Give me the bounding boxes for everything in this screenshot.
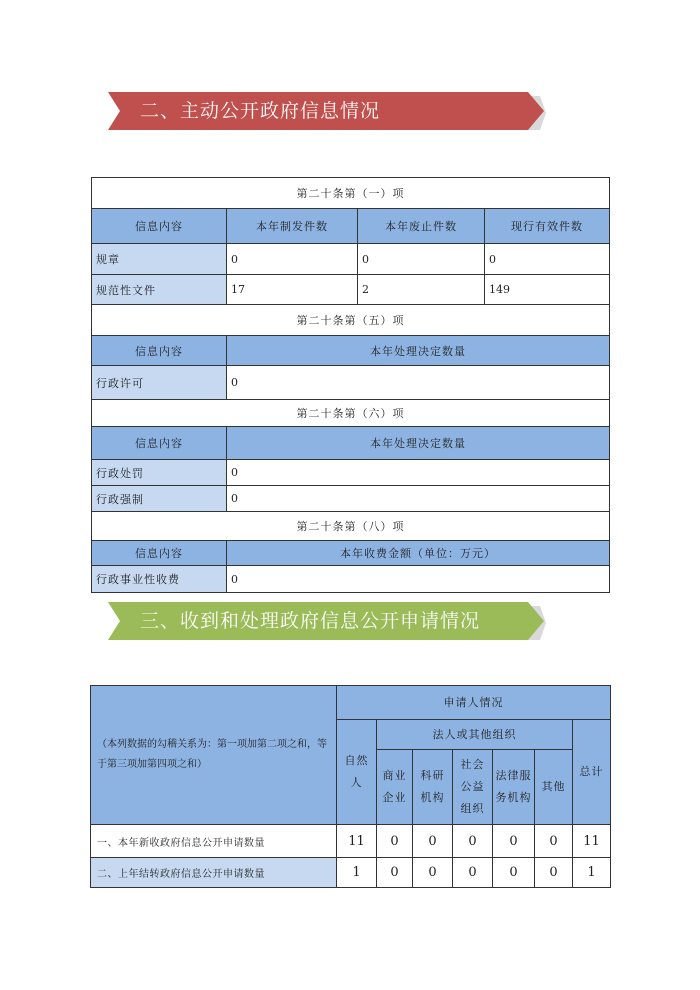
cell-value: 0 xyxy=(453,858,493,888)
section-title: 三、收到和处理政府信息公开申请情况 xyxy=(140,610,481,632)
header-total: 总计 xyxy=(573,720,611,825)
cell-value: 0 xyxy=(227,486,610,512)
header-research-institution: 科研机构 xyxy=(413,750,453,825)
section-banner-applications xyxy=(108,602,548,640)
header-commercial-enterprise: 商业企业 xyxy=(377,750,413,825)
table-row xyxy=(91,858,611,888)
row-label: 规章 xyxy=(92,244,227,275)
row-label: 行政强制 xyxy=(92,486,227,512)
table-row xyxy=(92,366,610,400)
cell-value: 0 xyxy=(227,566,610,593)
table-row xyxy=(92,460,610,486)
header-abolished-count: 本年废止件数 xyxy=(358,209,485,244)
cell-value: 1 xyxy=(337,858,377,888)
cell-value: 0 xyxy=(413,825,453,858)
item1-title: 第二十条第（一）项 xyxy=(92,178,610,209)
header-info-content: 信息内容 xyxy=(92,541,227,566)
cell-value: 0 xyxy=(453,825,493,858)
header-public-welfare-org: 社会公益组织 xyxy=(453,750,493,825)
item8-title: 第二十条第（八）项 xyxy=(92,512,610,541)
header-other: 其他 xyxy=(535,750,573,825)
applications-table xyxy=(90,685,611,888)
cell-value: 17 xyxy=(227,275,358,305)
cell-value: 1 xyxy=(573,858,611,888)
cell-value: 11 xyxy=(337,825,377,858)
section-title: 二、主动公开政府信息情况 xyxy=(140,100,381,122)
item6-title: 第二十条第（六）项 xyxy=(92,400,610,427)
header-info-content: 信息内容 xyxy=(92,336,227,366)
header-decision-count: 本年处理决定数量 xyxy=(227,427,610,460)
header-applicant-info: 申请人情况 xyxy=(337,686,611,720)
cell-value: 0 xyxy=(227,366,610,400)
table-row xyxy=(92,486,610,512)
cell-value: 0 xyxy=(227,460,610,486)
header-legal-entities: 法人或其他组织 xyxy=(377,720,573,750)
cell-value: 0 xyxy=(377,858,413,888)
row-label: 行政许可 xyxy=(92,366,227,400)
item5-title: 第二十条第（五）项 xyxy=(92,305,610,336)
row-label: 规范性文件 xyxy=(92,275,227,305)
row-label: 行政处罚 xyxy=(92,460,227,486)
header-info-content: 信息内容 xyxy=(92,209,227,244)
cell-value: 0 xyxy=(535,825,573,858)
table-row xyxy=(91,825,611,858)
cell-value: 2 xyxy=(358,275,485,305)
header-valid-count: 现行有效件数 xyxy=(485,209,610,244)
table-row xyxy=(92,275,610,305)
cell-value: 0 xyxy=(227,244,358,275)
table-row xyxy=(92,566,610,593)
cell-value: 0 xyxy=(535,858,573,888)
table-row xyxy=(92,244,610,275)
cell-value: 0 xyxy=(485,244,610,275)
header-issued-count: 本年制发件数 xyxy=(227,209,358,244)
section-banner-proactive-disclosure xyxy=(108,92,548,130)
header-info-content: 信息内容 xyxy=(92,427,227,460)
cell-value: 0 xyxy=(413,858,453,888)
header-natural-person: 自然人 xyxy=(337,720,377,825)
cell-value: 0 xyxy=(493,858,535,888)
cell-value: 11 xyxy=(573,825,611,858)
reconciliation-note: （本列数据的勾稽关系为：第一项加第二项之和，等于第三项加第四项之和） xyxy=(91,686,337,825)
proactive-disclosure-table xyxy=(91,177,610,593)
row-label: 一、本年新收政府信息公开申请数量 xyxy=(91,825,337,858)
cell-value: 0 xyxy=(493,825,535,858)
cell-value: 149 xyxy=(485,275,610,305)
row-label: 行政事业性收费 xyxy=(92,566,227,593)
header-fee-amount: 本年收费金额（单位：万元） xyxy=(227,541,610,566)
header-decision-count: 本年处理决定数量 xyxy=(227,336,610,366)
cell-value: 0 xyxy=(377,825,413,858)
cell-value: 0 xyxy=(358,244,485,275)
header-legal-service-org: 法律服务机构 xyxy=(493,750,535,825)
row-label: 二、上年结转政府信息公开申请数量 xyxy=(91,858,337,888)
